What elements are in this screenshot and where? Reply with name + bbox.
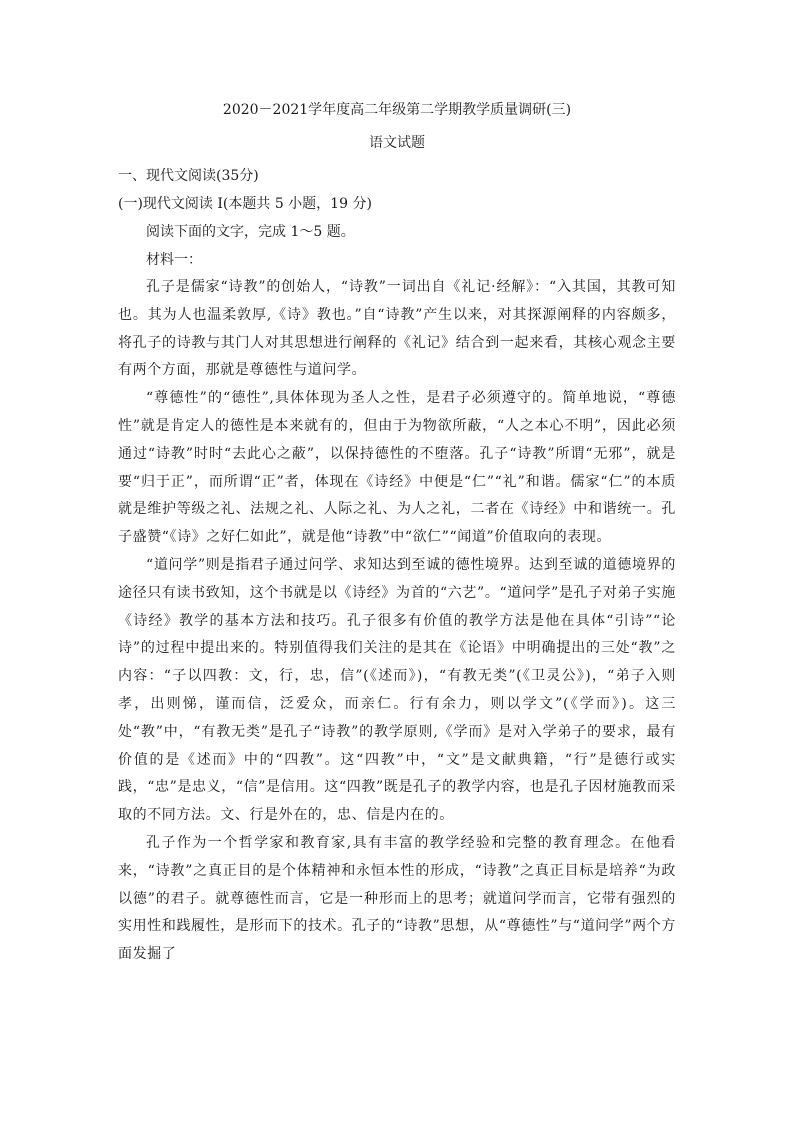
body-paragraph-1: 孔子是儒家“诗教”的创始人，“诗教”一词出自《礼记·经解》：“入其国，其教可知也。其为人也温柔敦厚,《诗》教也。”自“诗教”产生以来，对其探源阐释的内容颇多，将孔子的诗教与其门人对其思想进行阐释的《礼记》结合到一起来看，其核心观念主要有两个方面，那就是尊德性与道问学。 (118, 279, 676, 379)
material-label: 材料一： (146, 252, 202, 268)
exam-subject: 语文试题 (369, 135, 425, 151)
body-paragraph-2: “尊德性”的“德性”,具体体现为圣人之性，是君子必须遵守的。简单地说，“尊德性”就是肯定人的德性是本来就有的，但由于为物欲所蔽，“人之本心不明”，因此必须通过“诗教”时时“去此心之蔽”，以保持德性的不堕落。孔子“诗教”所谓“无邪”，就是要“归于正”，而所谓“正”者，体现在《诗经》中便是“仁”“礼”和谐。儒家“仁”的本质就是维护等级之礼、法规之礼、人际之礼、为人之礼，二者在《诗经》中和谐统一。孔子盛赞“《诗》之好仁如此”，就是他“诗教”中“欲仁”“闻道”价值取向的表现。 (118, 390, 676, 546)
body-paragraph-3: “道问学”则是指君子通过问学、求知达到至诚的德性境界。达到至诚的道德境界的途径只有读书致知，这个书就是以《诗经》为首的“六艺”。“道问学”是孔子对弟子实施《诗经》教学的基本方法和技巧。孔子很多有价值的教学方法是他在具体“引诗”“论诗”的过程中提出来的。特别值得我们关注的是其在《论语》中明确提出的三处“教”之内容：“子以四教：文，行，忠，信”(《述而》)，“有教无类”(《卫灵公》)，“弟子入则孝，出则悌，谨而信，泛爱众，而亲仁。行有余力，则以学文”(《学而》)。这三处“教”中，“有教无类”是孔子“诗教”的教学原则,《学而》是对入学弟子的要求，最有价值的是《述而》中的“四教”。这“四教”中，“文”是文献典籍，“行”是德行或实践，“忠”是忠义，“信”是信用。这“四教”既是孔子的教学内容，也是孔子因材施教而采取的不同方法。文、行是外在的，忠、信是内在的。 (118, 556, 676, 824)
instruction-text: 阅读下面的文字，完成 1～5 题。 (146, 224, 355, 240)
subsection-heading: (一)现代文阅读 I(本题共 5 小题，19 分) (118, 196, 372, 212)
exam-title: 2020－2021学年度高二年级第二学期教学质量调研(三) (222, 102, 572, 118)
page-content (118, 101, 676, 969)
body-paragraph-4: 孔子作为一个哲学家和教育家,具有丰富的教学经验和完整的教育理念。在他看来，“诗教”之真正目的是个体精神和永恒本性的形成，“诗教”之真正目标是培养“为政以德”的君子。就尊德性而言，它是一种形而上的思考；就道问学而言，它带有强烈的实用性和践履性，是形而下的技术。孔子的“诗教”思想，从“尊德性”与“道问学”两个方面发掘了 (118, 834, 676, 963)
section-heading: 一、现代文阅读(35分) (118, 168, 259, 184)
